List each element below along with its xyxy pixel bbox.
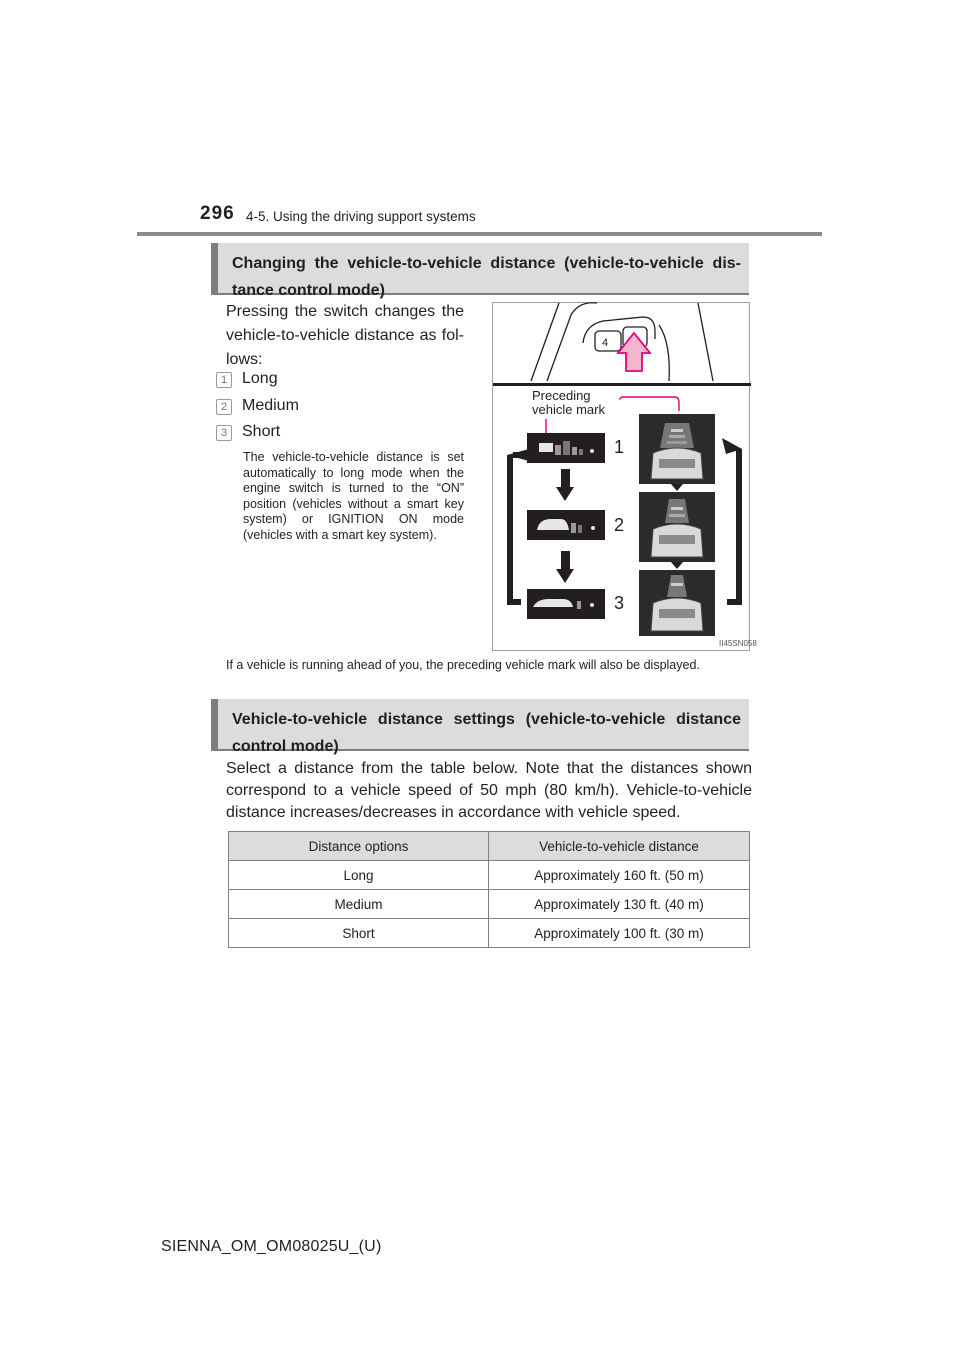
table-cell: Medium bbox=[229, 890, 489, 919]
column-header: Vehicle-to-vehicle distance bbox=[489, 832, 750, 861]
table-row bbox=[229, 861, 750, 890]
column-header: Distance options bbox=[229, 832, 489, 861]
step-number-2: 2 bbox=[216, 399, 232, 415]
table-header-row bbox=[229, 832, 750, 861]
display-medium bbox=[527, 510, 605, 540]
figure-number-3: 3 bbox=[614, 593, 625, 613]
section-heading-changing-distance: Changing the vehicle-to-vehicle distance (vehicle-to-vehicle distance control mode) bbox=[211, 243, 749, 295]
car-view-medium bbox=[639, 492, 715, 562]
distance-settings-paragraph: Select a distance from the table below. Note that the distances shown correspond to a vehicle speed of 50 mph (80 km/h). Vehicle-to-vehicle distance increases/decreases in accordance with vehicle speed. bbox=[226, 760, 752, 821]
figure-divider bbox=[493, 383, 751, 386]
table-row bbox=[229, 890, 750, 919]
figure-number-1: 1 bbox=[614, 437, 625, 457]
list-item-label: Short bbox=[242, 423, 281, 440]
display-short bbox=[527, 589, 605, 619]
intro-paragraph: Pressing the switch changes the vehicle-to-vehicle distance as follows: bbox=[226, 303, 464, 368]
step-number-1: 1 bbox=[216, 372, 232, 388]
figure-code: II45SN058 bbox=[719, 639, 757, 648]
label-line-2: vehicle mark bbox=[532, 402, 605, 417]
svg-text:4: 4 bbox=[602, 337, 609, 349]
table-cell: Short bbox=[229, 919, 489, 948]
table-row bbox=[229, 919, 750, 948]
distance-switch-figure bbox=[492, 302, 757, 651]
preceding-vehicle-mark-label bbox=[532, 389, 605, 417]
list-item-label: Long bbox=[242, 370, 278, 387]
steering-switch-drawing bbox=[531, 303, 713, 381]
document-code: SIENNA_OM_OM08025U_(U) bbox=[161, 1238, 382, 1255]
section-breadcrumb: 4-5. Using the driving support systems bbox=[246, 209, 476, 224]
list-item-label: Medium bbox=[242, 397, 299, 414]
label-line-1: Preceding bbox=[532, 388, 591, 403]
page-number: 296 bbox=[200, 203, 235, 224]
step-number-3: 3 bbox=[216, 425, 232, 441]
header-rule bbox=[137, 232, 822, 236]
cycle-bracket-right bbox=[722, 438, 742, 605]
car-view-short bbox=[639, 570, 715, 636]
display-long bbox=[527, 433, 605, 463]
auto-long-mode-note: The vehicle-to-vehicle distance is set automatically to long mode when the engine switch is turned to the “ON” position (vehicles without a smart key system) or IGNITION ON mode (vehicles with a smart key system). bbox=[243, 450, 464, 542]
distance-table bbox=[228, 831, 750, 948]
cycle-bracket-left bbox=[507, 449, 529, 605]
table-cell: Approximately 100 ft. (30 m) bbox=[489, 919, 750, 948]
preceding-vehicle-caption: If a vehicle is running ahead of you, the preceding vehicle mark will also be displayed. bbox=[226, 658, 700, 672]
car-view-long bbox=[639, 414, 715, 484]
table-cell: Approximately 160 ft. (50 m) bbox=[489, 861, 750, 890]
section-heading-distance-settings: Vehicle-to-vehicle distance settings (vehicle-to-vehicle distance control mode) bbox=[211, 699, 749, 751]
figure-number-2: 2 bbox=[614, 515, 625, 535]
table-cell: Approximately 130 ft. (40 m) bbox=[489, 890, 750, 919]
table-cell: Long bbox=[229, 861, 489, 890]
